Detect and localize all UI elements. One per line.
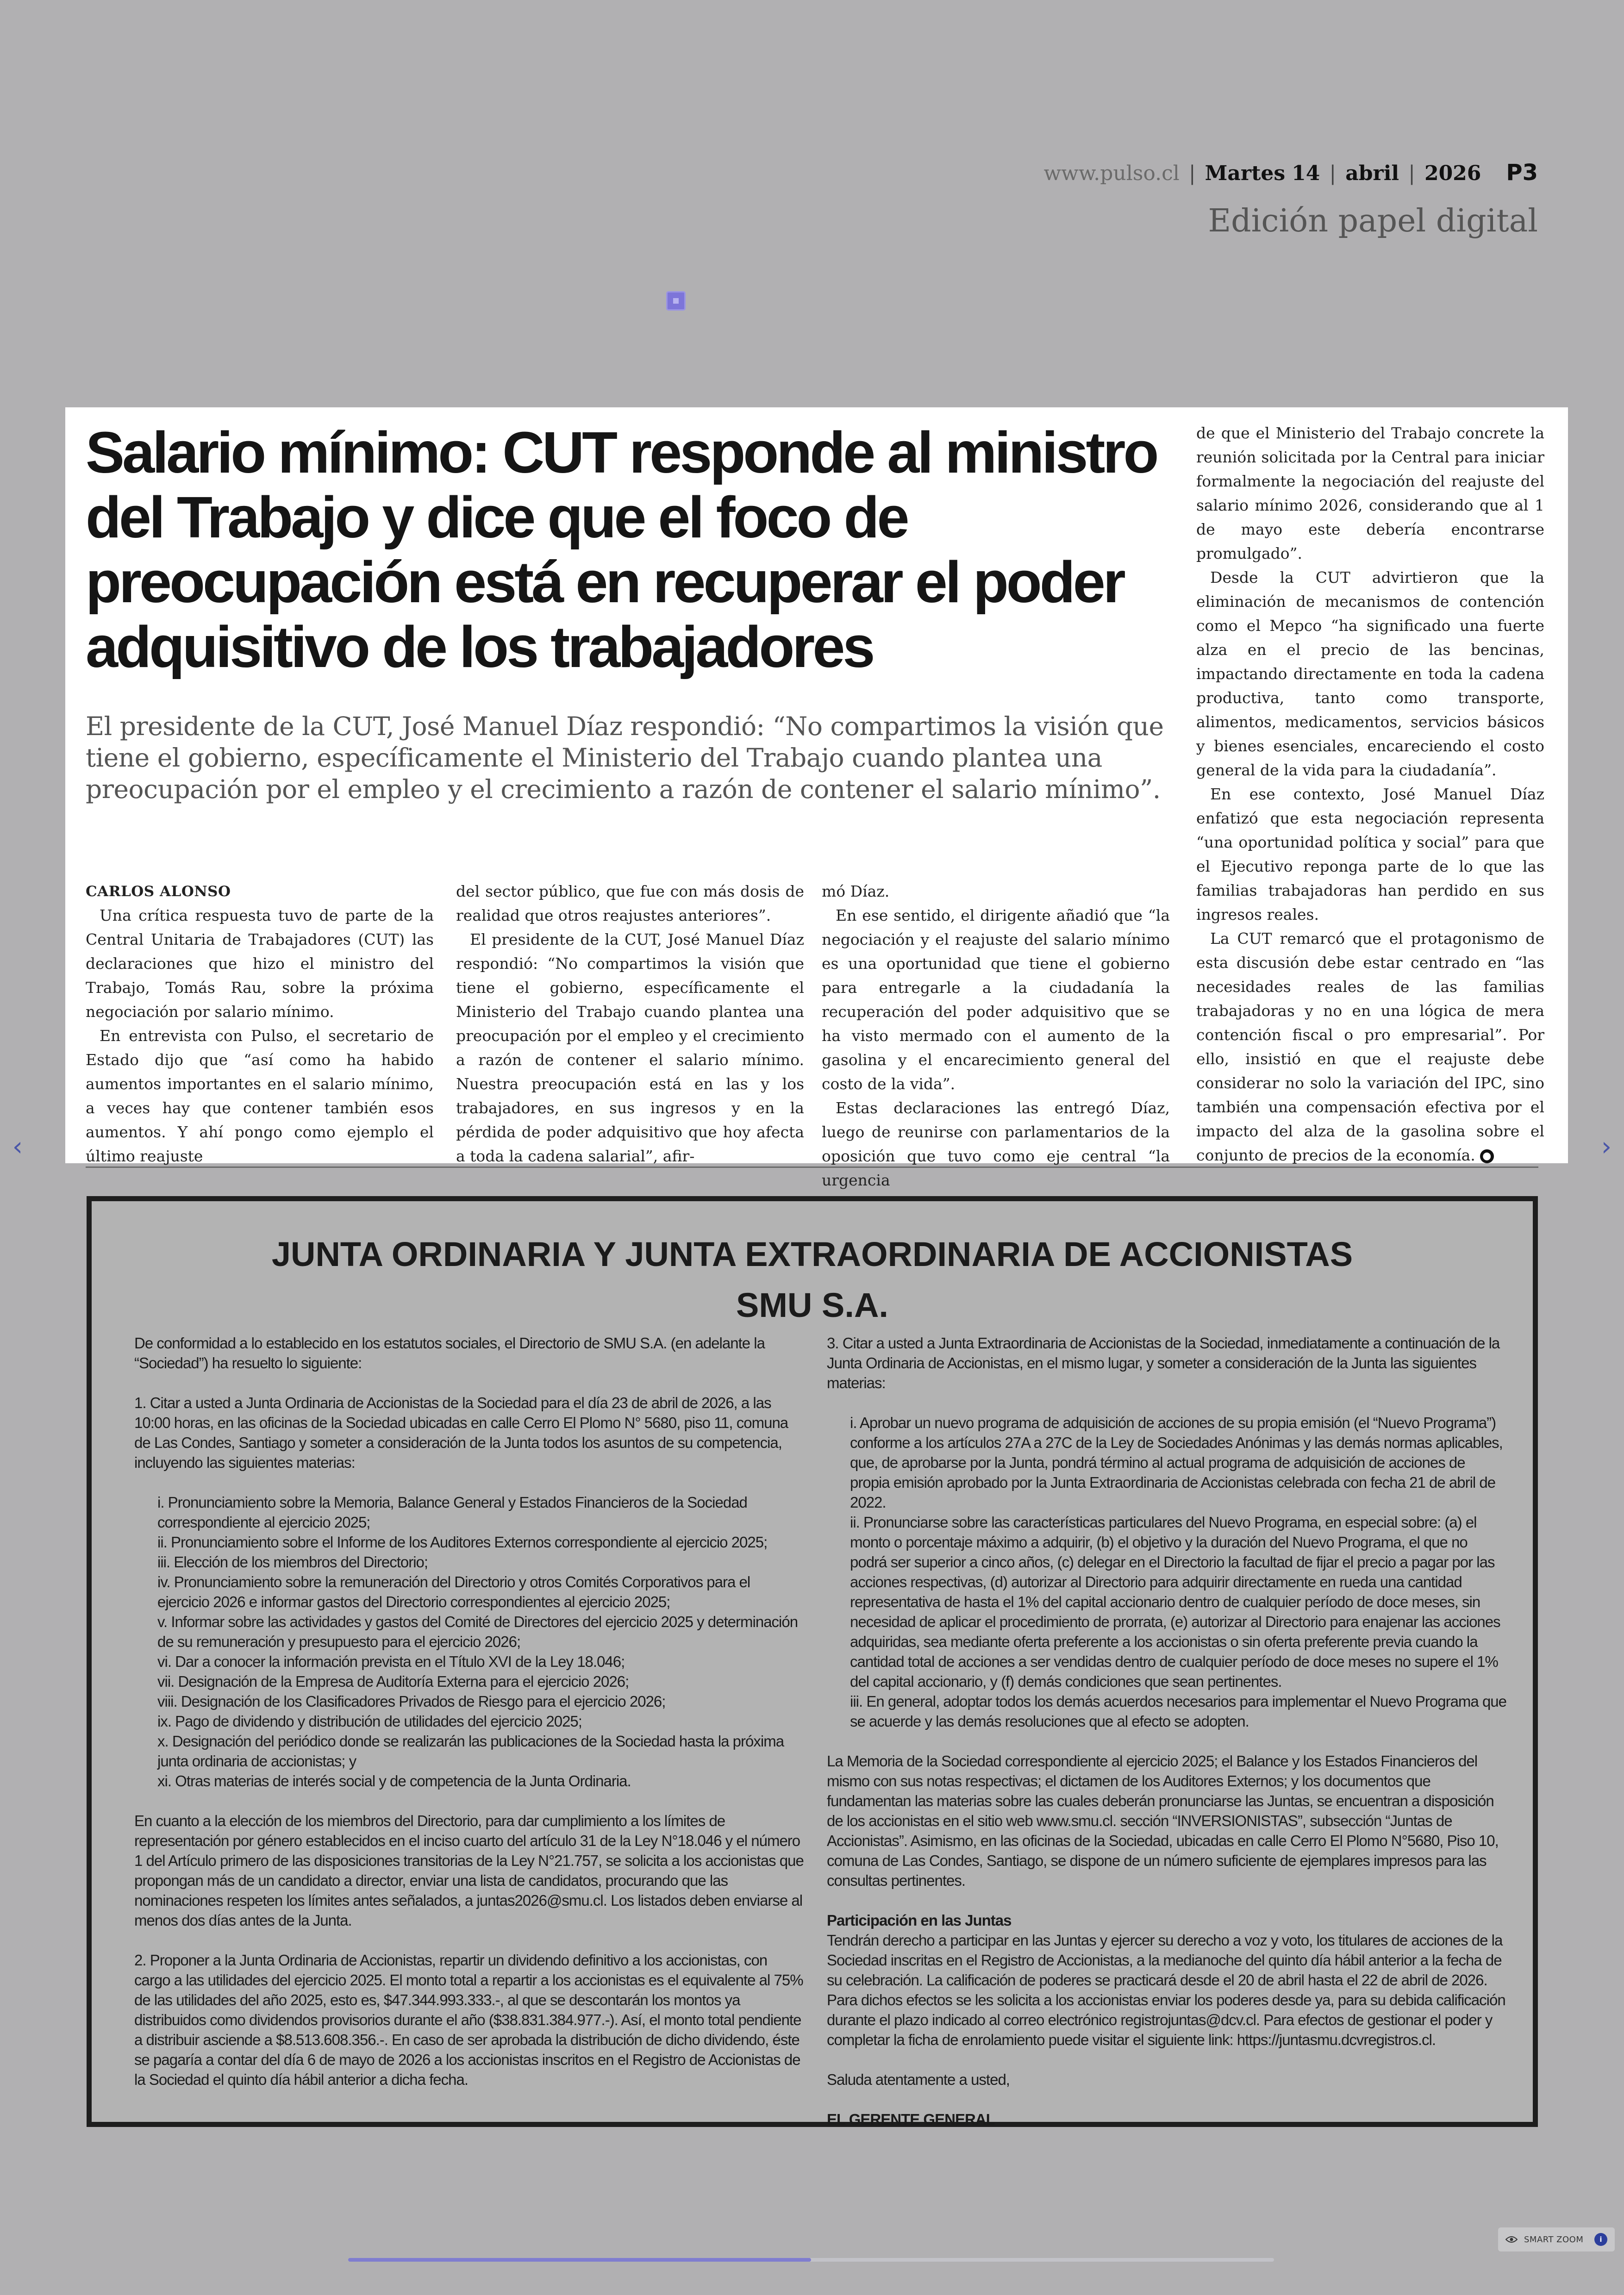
notice-column-left: [134, 1333, 806, 2109]
notice-title-line-2: SMU S.A.: [736, 1286, 888, 1324]
paragraph: Una crítica respuesta tuvo de parte de la Central Unitaria de Trabajadores (CUT) las declaraciones que hizo el ministro del Trabajo, Tomás Rau, sobre la próxima negociación por salario mínimo.: [86, 906, 434, 1021]
article-column-2: [456, 879, 804, 1168]
article[interactable]: [65, 407, 1568, 1189]
list-item: xi. Otras materias de interés social y de competencia de la Junta Ordinaria.: [157, 1772, 631, 1790]
byline: CARLOS ALONSO: [86, 883, 231, 900]
list-item: ii. Pronunciarse sobre las características particulares del Nuevo Programa, en especial sobre: (a) el monto o porcentaje máximo a adquirir, (b) el objetivo y la duración del Nuevo Programa, el que no podrá ser superior a cinco años, (c) delegar en el Directorio la facultad de fijar el precio a pagar por las acciones respectivas, (d) autorizar al Directorio para adquirir directamente en rueda una cantidad representativa de hasta el 1% del capital accionario dentro de cualquier período de doce meses, sin necesidad de aplicar el procedimiento de prorrata, (e) autorizar al Directorio para enajenar las acciones adquiridas, sea mediante oferta preferente a los accionistas o sin oferta preferente previa cuando la cantidad total de acciones a ser vendidas dentro de cualquier período de doce meses no supere el 1% del capital accionario, y (f) demás condiciones que sean pertinentes.: [850, 1514, 1500, 1690]
site-url[interactable]: www.pulso.cl: [1043, 162, 1180, 185]
link-hotspot-icon[interactable]: [666, 291, 686, 311]
notice-closing: Saluda atentamente a usted,: [827, 2071, 1010, 2088]
paragraph-text: La CUT remarcó que el protagonismo de esta discusión debe estar centrado en “las necesidades reales de las familias trabajadoras y no en una lógica de mera contención fiscal o pro empresarial”. Por ello, insistió en que el reajuste debe considerar no solo la variación del IPC, sino también una compensación efectiva por el impacto del alza de la gasolina sobre el conjunto de precios de la economía.: [1196, 929, 1544, 1164]
smart-zoom-button[interactable]: [1498, 2227, 1615, 2251]
notice-item-3-list: [850, 1413, 1507, 1731]
list-item: vii. Designación de la Empresa de Auditoría Externa para el ejercicio 2026;: [157, 1673, 629, 1690]
section-divider: [86, 1166, 1538, 1168]
day-name: Martes: [1205, 162, 1286, 185]
smart-zoom-label: SMART ZOOM: [1524, 2234, 1584, 2245]
notice-item-3: 3. Citar a usted a Junta Extraordinaria de Accionistas de la Sociedad, inmediatamente a continuación de la Junta Ordinaria de Accionistas, en el mismo lugar, y someter a consideración de la Junta las siguientes materias:: [827, 1335, 1500, 1391]
paragraph: En ese sentido, el dirigente añadió que “la negociación y el reajuste del salario mínimo es una oportunidad que tiene el gobierno para entregarle a la ciudadanía la recuperación del poder adquisitivo que se ha visto mermado con el aumento de la gasolina y el encarecimiento general del costo de la vida”.: [822, 906, 1170, 1093]
month: abril: [1345, 162, 1399, 185]
list-item: v. Informar sobre las actividades y gastos del Comité de Directores del ejercicio 2025 y determinación de su remuneración y presupuesto para el ejercicio 2026;: [157, 1613, 798, 1650]
notice-signature: EL GERENTE GENERAL: [827, 2111, 995, 2128]
page-header: [0, 160, 1538, 186]
article-headline: Salario mínimo: CUT responde al ministro del Trabajo y dice que el foco de preocupación está en recuperar el poder adquisitivo de los trabajadores: [86, 420, 1157, 680]
page-progress-bar[interactable]: [348, 2258, 1274, 2262]
article-column-4: [1196, 421, 1544, 1167]
header-separator: |: [1329, 162, 1337, 185]
paragraph: En entrevista con Pulso, el secretario de Estado dijo que “así como ha habido aumentos importantes en el salario mínimo, a veces hay que contener también esos aumentos. Y ahí pongo como ejemplo el último reajuste: [86, 1027, 434, 1165]
next-page-button[interactable]: ›: [1601, 1132, 1612, 1162]
header-separator: |: [1188, 162, 1196, 185]
paragraph: de que el Ministerio del Trabajo concrete la reunión solicitada por la Central para iniciar formalmente la negociación del reajuste del salario mínimo 2026, considerando que al 1 de mayo este debería encontrarse promulgado”.: [1196, 424, 1544, 562]
year: 2026: [1424, 162, 1481, 185]
paragraph: En ese contexto, José Manuel Díaz enfatizó que esta negociación representa “una oportunidad política y social” para que el Ejecutivo reponga parte de lo que las familias trabajadoras han perdido en sus ingresos reales.: [1196, 785, 1544, 923]
list-item: ix. Pago de dividendo y distribución de utilidades del ejercicio 2025;: [157, 1713, 582, 1730]
paragraph: Estas declaraciones las entregó Díaz, luego de reunirse con parlamentarios de la oposición que tuvo como eje central “la urgencia: [822, 1099, 1170, 1189]
notice-column-right: [827, 1333, 1507, 2149]
page-progress-fill: [348, 2258, 811, 2262]
eye-icon: [1505, 2236, 1518, 2243]
notice-item-2: 2. Proponer a la Junta Ordinaria de Accionistas, repartir un dividendo definitivo a los accionistas, con cargo a las utilidades del ejercicio 2025. El monto total a repartir a los accionistas es el equivalente al 75% de las utilidades del año 2025, esto es, $47.344.993.333.-, al que se descontarán los montos ya distribuidos como dividendos provisorios durante el año ($38.831.384.977.-). Así, el monto total pendiente a distribuir asciende a $8.513.608.356.-. En caso de ser aprobada la distribución de dicho dividendo, éste se pagaría a contar del día 6 de mayo de 2026 a los accionistas inscritos en el Registro de Accionistas de la Sociedad el quinto día hábil anterior a dicha fecha.: [134, 1952, 803, 2088]
article-lead: El presidente de la CUT, José Manuel Díaz respondió: “No compartimos la visión que tiene el gobierno, específicamente el Ministerio del Trabajo cuando plantea una preocupación por el empleo y el crecimiento a razón de contener el salario mínimo”.: [86, 711, 1164, 804]
day-number: 14: [1292, 162, 1320, 185]
notice-participation-heading: Participación en las Juntas: [827, 1912, 1012, 1929]
list-item: iv. Pronunciamiento sobre la remuneración del Directorio y otros Comités Corporativos para el ejercicio 2026 e informar gastos del Directorio correspondientes al ejercicio 2025;: [157, 1573, 750, 1610]
header-separator: |: [1408, 162, 1415, 185]
list-item: vi. Dar a conocer la información prevista en el Título XVI de la Ley 18.046;: [157, 1653, 625, 1670]
shareholders-notice: [87, 1196, 1538, 2127]
list-item: viii. Designación de los Clasificadores Privados de Riesgo para el ejercicio 2026;: [157, 1693, 666, 1710]
notice-item-1: 1. Citar a usted a Junta Ordinaria de Accionistas de la Sociedad para el día 23 de abril de 2026, a las 10:00 horas, en las oficinas de la Sociedad ubicadas en calle Cerro El Plomo N° 5680, piso 11, comuna de Las Condes, Santiago y someter a consideración de la Junta todos los asuntos de su competencia, incluyendo las siguientes materias:: [134, 1394, 788, 1471]
paragraph: El presidente de la CUT, José Manuel Díaz respondió: “No compartimos la visión que tiene el gobierno, específicamente el Ministerio del Trabajo cuando plantea una preocupación por el empleo y el crecimiento a razón de contener el salario mínimo. Nuestra preocupación está en las y los trabajadores, en sus ingresos y en la pérdida de poder adquisitivo que hoy afecta a toda la cadena salarial”, afir-: [456, 930, 804, 1165]
notice-title-line-1: JUNTA ORDINARIA Y JUNTA EXTRAORDINARIA DE ACCIONISTAS: [271, 1235, 1353, 1273]
edition-label: Edición papel digital: [1208, 203, 1538, 239]
paragraph: Desde la CUT advirtieron que la eliminación de mecanismos de contención como el Mepco “ha significado una fuerte alza en el precio de las bencinas, impactando directamente en toda la cadena productiva, tanto como transporte, alimentos, medicamentos, servicios básicos y bienes esenciales, encareciendo el costo general de la vida para la ciudadanía”.: [1196, 568, 1544, 779]
info-icon[interactable]: i: [1594, 2233, 1607, 2246]
notice-intro: De conformidad a lo establecido en los estatutos sociales, el Directorio de SMU S.A. (en adelante la “Sociedad”) ha resuelto lo siguiente:: [134, 1335, 765, 1372]
list-item: iii. En general, adoptar todos los demás acuerdos necesarios para implementar el Nuevo Programa que se acuerde y las demás resoluciones que al efecto se adopten.: [850, 1693, 1507, 1730]
end-of-article-icon: ●: [1480, 1149, 1494, 1163]
list-item: x. Designación del periódico donde se realizarán las publicaciones de la Sociedad hasta la próxima junta ordinaria de accionistas; y: [157, 1733, 784, 1770]
paragraph: del sector público, que fue con más dosis de realidad que otros reajustes anteriores”.: [456, 882, 804, 924]
list-item: iii. Elección de los miembros del Directorio;: [157, 1553, 428, 1571]
paragraph: mó Díaz.: [822, 882, 890, 900]
notice-item-1-list: [157, 1492, 806, 1791]
notice-directors: En cuanto a la elección de los miembros del Directorio, para dar cumplimiento a los límites de representación por género establecidos en el inciso cuarto del artículo 31 de la Ley N°18.046 y el número 1 del Artículo primero de las disposiciones transitorias de la Ley N°21.757, se solicita a los accionistas que propongan más de un candidato a director, enviar una lista de candidatos, procurando que las nominaciones respeten los límites antes señalados, a juntas2026@smu.cl. Los listados deben enviarse al menos dos días antes de la Junta.: [134, 1812, 804, 1929]
page-number: P3: [1506, 160, 1538, 186]
notice-title: [92, 1229, 1533, 1331]
paragraph: [1196, 927, 1544, 1167]
article-column-1: [86, 879, 434, 1168]
list-item: ii. Pronunciamiento sobre el Informe de los Auditores Externos correspondiente al ejercicio 2025;: [157, 1534, 768, 1551]
previous-page-button[interactable]: ‹: [12, 1132, 23, 1162]
notice-participation: Tendrán derecho a participar en las Juntas y ejercer su derecho a voz y voto, los titulares de acciones de la Sociedad inscritas en el Registro de Accionistas, a la medianoche del quinto día hábil anterior a la fecha de su celebración. La calificación de poderes se practicará desde el 20 de abril hasta el 22 de abril de 2026. Para dichos efectos se les solicita a los accionistas enviar los poderes desde ya, para su debida calificación durante el plazo indicado al correo electrónico registrojuntas@dcv.cl. Para efectos de gestionar el poder y completar la ficha de enrolamiento puede visitar el siguiente link: https://juntasmu.dcvregistros.cl.: [827, 1932, 1505, 2048]
list-item: i. Aprobar un nuevo programa de adquisición de acciones de su propia emisión (el “Nuevo Programa”) conforme a los artículos 27A a 27C de la Ley de Sociedades Anónimas y las demás normas aplicables, que, de aprobarse por la Junta, pondrá término al actual programa de adquisición de acciones de propia emisión aprobado por la Junta Extraordinaria de Accionistas celebrada con fecha 21 de abril de 2022.: [850, 1414, 1503, 1511]
list-item: i. Pronunciamiento sobre la Memoria, Balance General y Estados Financieros de la Sociedad correspondiente al ejercicio 2025;: [157, 1494, 747, 1531]
article-column-3: [822, 879, 1170, 1192]
notice-memoria: La Memoria de la Sociedad correspondiente al ejercicio 2025; el Balance y los Estados Financieros del mismo con sus notas respectivas; el dictamen de los Auditores Externos; y los documentos que fundamentan las materias sobre las cuales deberán pronunciarse las Juntas, se encuentran a disposición de los accionistas en el sitio web www.smu.cl. sección “INVERSIONISTAS”, subsección “Juntas de Accionistas”. Asimismo, en las oficinas de la Sociedad, ubicadas en calle Cerro El Plomo N°5680, Piso 10, comuna de Las Condes, Santiago, se dispone de un número suficiente de ejemplares impresos para las consultas pertinentes.: [827, 1752, 1499, 1889]
